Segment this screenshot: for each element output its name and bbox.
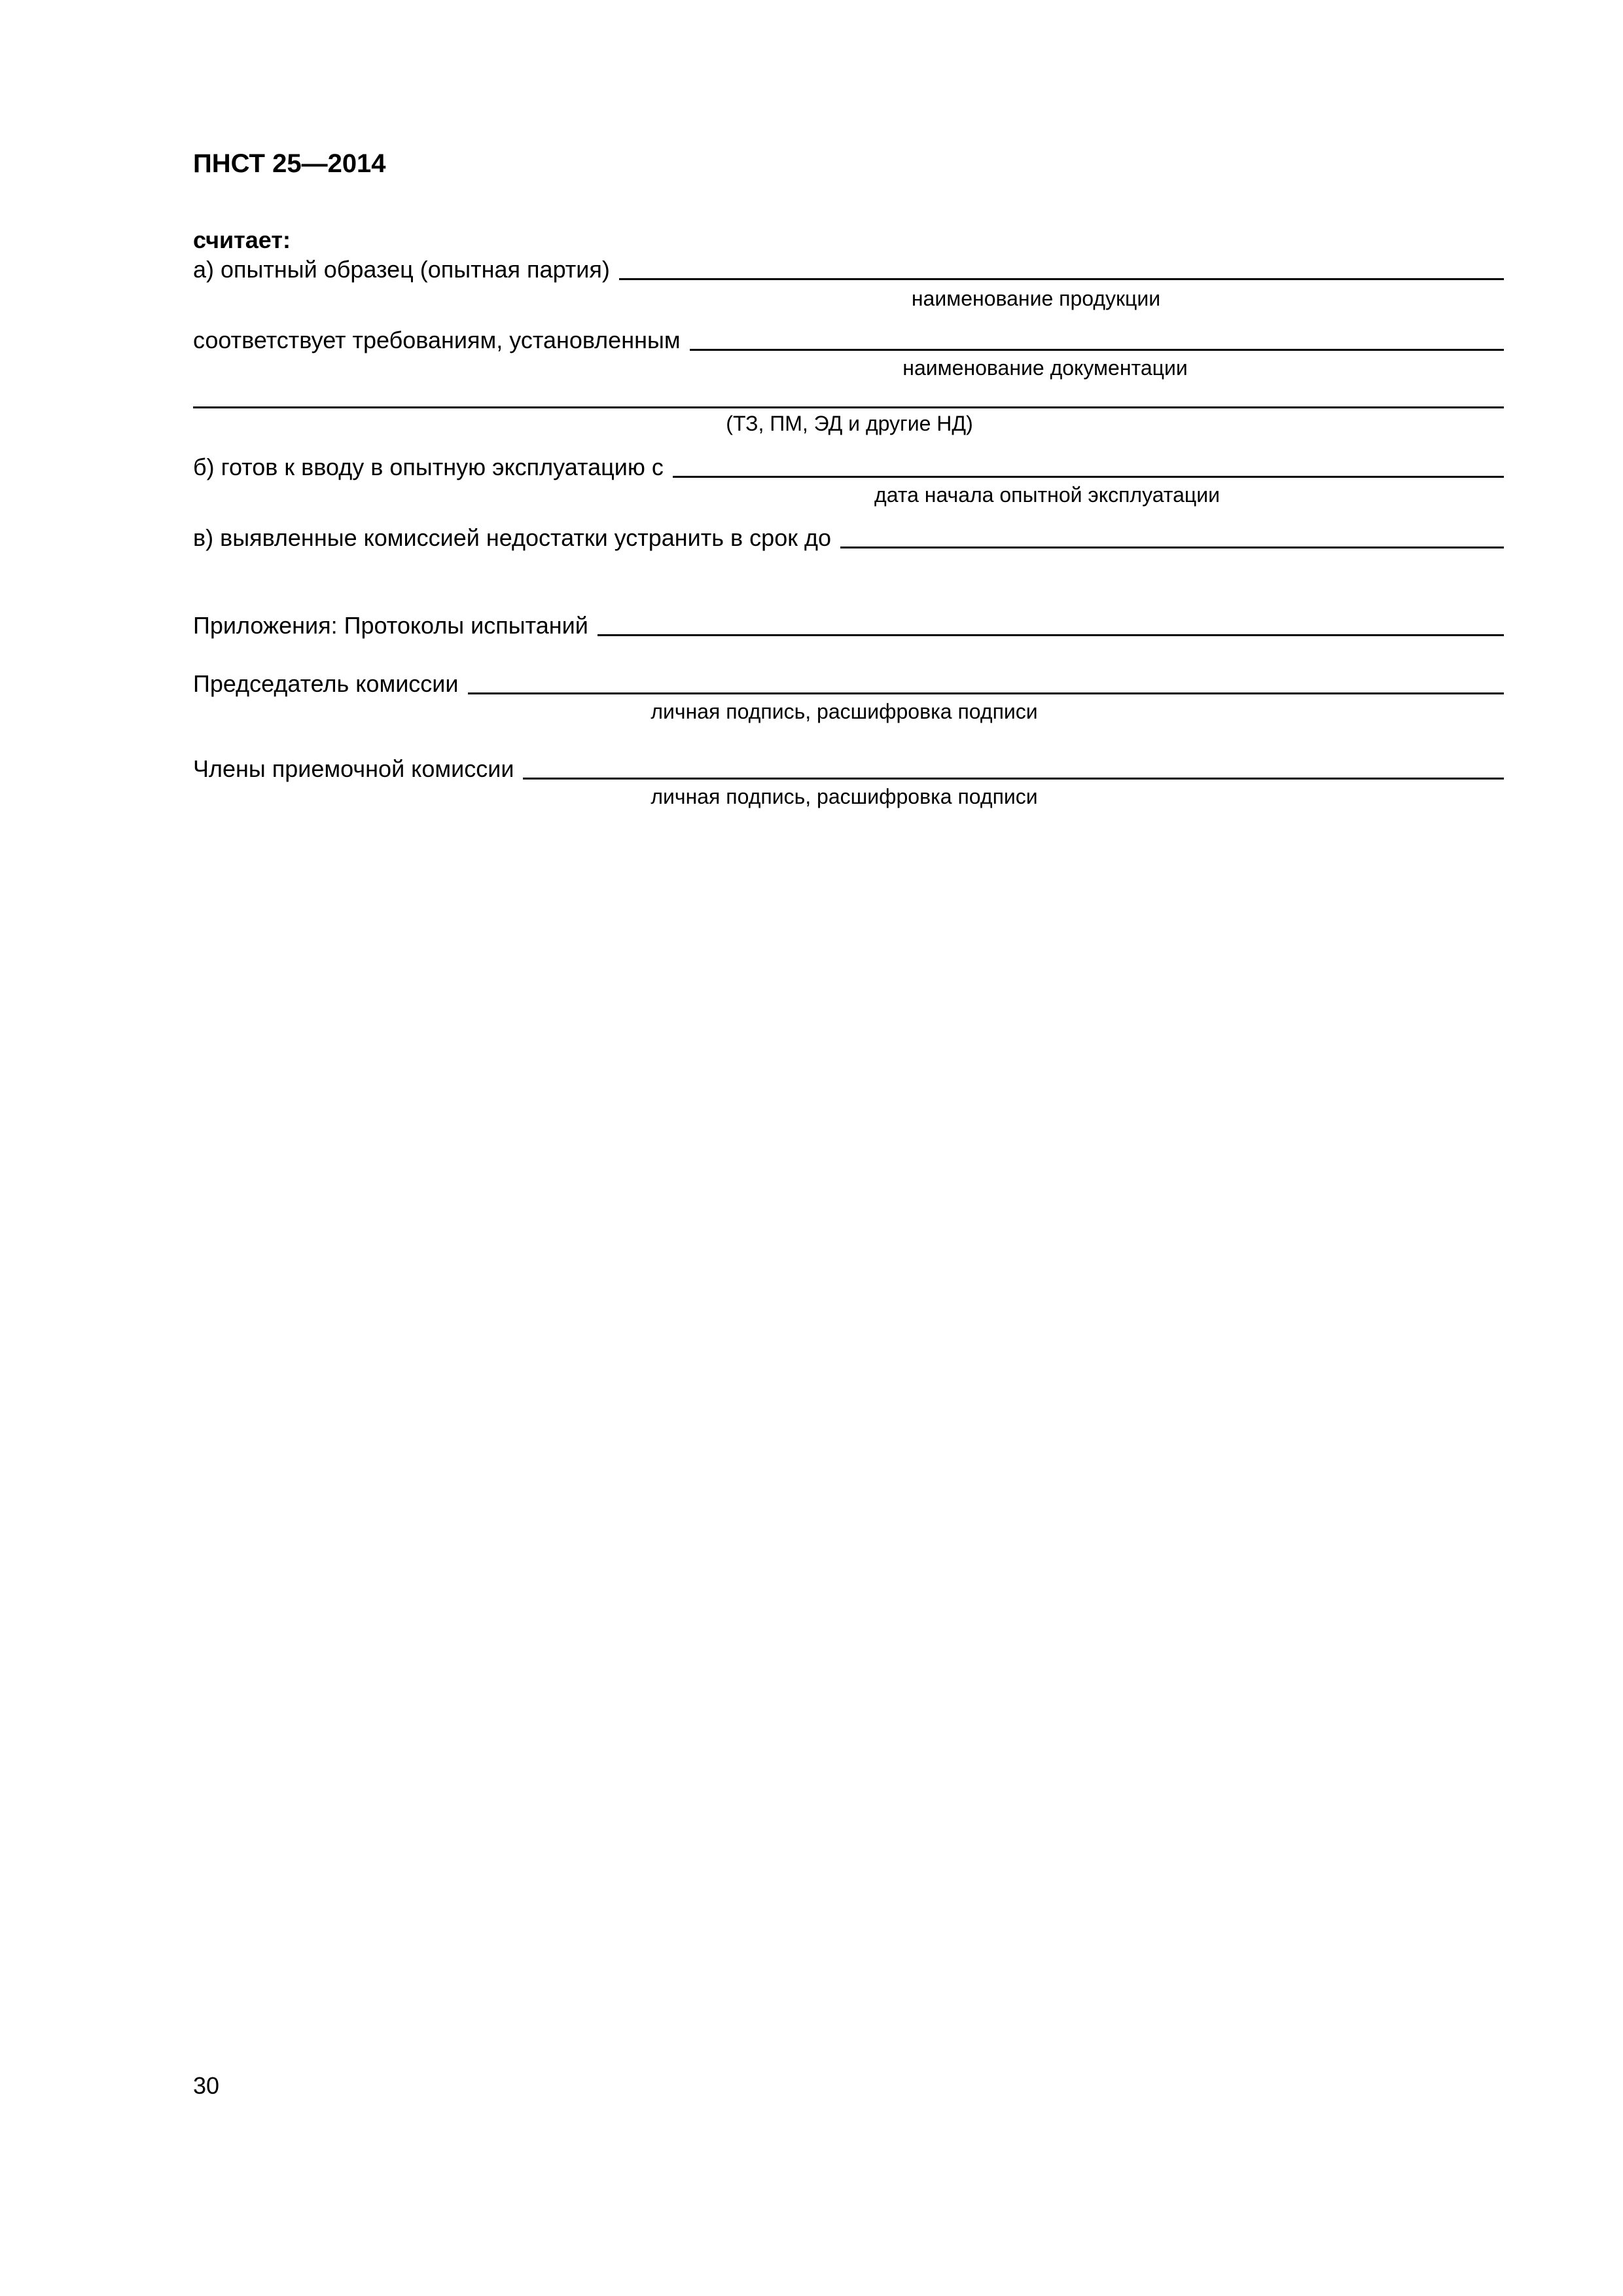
attachments-row — [193, 611, 1504, 640]
chairman-signature-caption: личная подпись, расшифровка подписи — [651, 700, 1038, 723]
requirements-label: соответствует требованиям, установленным — [193, 327, 681, 353]
documentation-types-caption: (ТЗ, ПМ, ЭД и другие НД) — [726, 412, 973, 435]
item-b-row — [193, 453, 1504, 482]
item-a-row — [193, 255, 1504, 284]
members-label: Члены приемочной комиссии — [193, 755, 514, 782]
documentation-name-field[interactable] — [690, 327, 1504, 351]
page-number: 30 — [193, 2072, 220, 2099]
intro-label: считает: — [193, 226, 291, 253]
members-signature-caption: личная подпись, расшифровка подписи — [651, 785, 1038, 808]
product-name-field[interactable] — [619, 256, 1504, 280]
operation-start-date-caption: дата начала опытной эксплуатации — [874, 483, 1220, 507]
product-name-caption: наименование продукции — [911, 287, 1161, 310]
requirements-row — [193, 326, 1504, 355]
chairman-label: Председатель комиссии — [193, 670, 459, 697]
chairman-signature-field[interactable] — [468, 670, 1504, 694]
test-protocols-field[interactable] — [597, 612, 1504, 636]
item-a-label: а) опытный образец (опытная партия) — [193, 256, 610, 283]
documentation-name-caption: наименование документации — [902, 356, 1188, 380]
item-c-label: в) выявленные комиссией недостатки устранить в срок до — [193, 524, 831, 551]
members-row — [193, 755, 1504, 783]
item-c-row — [193, 524, 1504, 552]
attachments-label: Приложения: Протоколы испытаний — [193, 612, 588, 639]
item-b-label: б) готов к вводу в опытную эксплуатацию с — [193, 454, 664, 480]
chairman-row — [193, 670, 1504, 698]
documentation-extra-field[interactable] — [193, 406, 1504, 408]
operation-start-date-field[interactable] — [673, 454, 1504, 478]
document-code: ПНСТ 25—2014 — [193, 149, 386, 178]
deficiency-deadline-field[interactable] — [840, 524, 1504, 548]
members-signature-field[interactable] — [523, 755, 1504, 780]
